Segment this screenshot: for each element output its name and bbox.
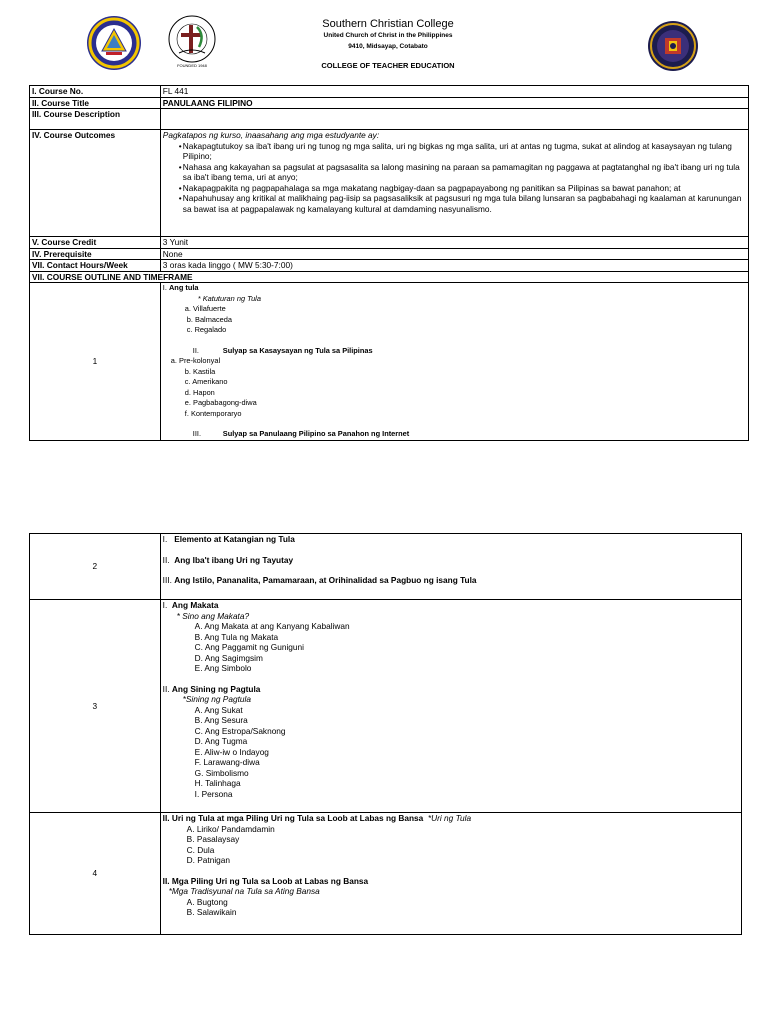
section-title: Ang tula bbox=[168, 283, 199, 292]
school-seal-logo bbox=[86, 15, 142, 71]
course-credit-value: 3 Yunit bbox=[160, 237, 748, 249]
list-item: A. Ang Makata at ang Kanyang Kabaliwan bbox=[194, 621, 350, 631]
contact-hours-value: 3 oras kada linggo ( MW 5:30-7:00) bbox=[160, 260, 748, 272]
prerequisite-row bbox=[30, 248, 749, 260]
course-credit-label: V. Course Credit bbox=[30, 237, 161, 249]
course-outcomes-cell bbox=[160, 130, 748, 237]
list-item: D. Ang Sagimgsim bbox=[194, 652, 263, 663]
course-info-table bbox=[29, 85, 749, 441]
list-item: A. Bugtong bbox=[186, 896, 228, 907]
week-number: 3 bbox=[30, 600, 161, 813]
outcomes-list bbox=[163, 141, 746, 215]
list-item: d. Hapon bbox=[184, 387, 215, 397]
course-title-value: PANULAANG FILIPINO bbox=[160, 97, 748, 109]
section-heading bbox=[163, 346, 746, 357]
topic-prefix: I. bbox=[162, 534, 168, 544]
list-item: b. Kastila bbox=[184, 366, 216, 376]
section-subtitle: *Uri ng Tula bbox=[427, 813, 472, 823]
college-name: Southern Christian College bbox=[322, 18, 454, 30]
course-description-row bbox=[30, 109, 749, 130]
course-description-value bbox=[160, 109, 748, 130]
list-item: C. Ang Estropa/Saknong bbox=[194, 725, 286, 736]
section-title: Sulyap sa Panulaang Pilipino sa Panahon ng Internet bbox=[222, 429, 410, 438]
week-1-content bbox=[160, 283, 748, 441]
list-item: A. Ang Sukat bbox=[194, 704, 243, 715]
list-item: c. Regalado bbox=[186, 325, 227, 334]
section-subtitle: *Mga Tradisyunal na Tula sa Ating Bansa bbox=[168, 886, 320, 896]
section-heading bbox=[163, 684, 739, 695]
list-item: I. Persona bbox=[194, 788, 233, 799]
course-outcomes-label: IV. Course Outcomes bbox=[30, 130, 161, 237]
list-item: B. Pasalaysay bbox=[186, 834, 240, 844]
section-title: Ang Makata bbox=[171, 600, 219, 610]
list-item: B. Ang Tula ng Makata bbox=[194, 631, 279, 642]
outcome-item: • Nahasa ang kakayahan sa pagsulat at pagsasalita sa lalong masining na paraan sa pamamagitan ng paggawa at pagtatanghal ng iba't ibang uri ng tula sa iba't ibang tema, uri at anyo; bbox=[165, 162, 746, 183]
list-item: F. Larawang-diwa bbox=[194, 757, 260, 767]
topic-title: Ang Istilo, Pananalita, Pamamaraan, at Orihinalidad sa Pagbuo ng isang Tula bbox=[174, 575, 477, 585]
svg-text:FOUNDED 1948: FOUNDED 1948 bbox=[177, 63, 207, 68]
contact-hours-label: VII. Contact Hours/Week bbox=[30, 260, 161, 272]
course-title-label: II. Course Title bbox=[30, 97, 161, 109]
section-heading bbox=[163, 429, 746, 440]
topic-line bbox=[163, 555, 739, 566]
week-2-content bbox=[160, 534, 741, 600]
topic-line bbox=[163, 534, 739, 545]
spacer bbox=[163, 419, 746, 429]
list-item: D. Ang Tugma bbox=[194, 736, 248, 746]
section-heading bbox=[163, 283, 746, 294]
list-item: C. Dula bbox=[186, 844, 215, 855]
section-prefix: II. bbox=[192, 345, 199, 355]
ucc-church-logo bbox=[167, 13, 217, 69]
topic-line bbox=[163, 575, 739, 586]
week-number: 2 bbox=[30, 534, 161, 600]
department-name: COLLEGE OF TEACHER EDUCATION bbox=[321, 61, 455, 70]
week-1-row bbox=[30, 283, 749, 441]
section-prefix: I. bbox=[162, 600, 168, 610]
course-outcomes-row bbox=[30, 130, 749, 237]
section-heading bbox=[163, 600, 739, 611]
list-item: B. Salawikain bbox=[186, 907, 237, 917]
section-prefix: I. bbox=[162, 283, 167, 292]
outline-header: VII. COURSE OUTLINE AND TIMEFRAME bbox=[30, 271, 749, 283]
course-description-label: III. Course Description bbox=[30, 109, 161, 130]
section-prefix: II. bbox=[162, 683, 170, 694]
course-no-value: FL 441 bbox=[160, 86, 748, 98]
course-credit-row bbox=[30, 237, 749, 249]
outcome-item: • Napahuhusay ang kritikal at malikhaing pag-iisip sa pagsasaliksik at pagsusuri ng mga tula bilang lunsaran sa pagbabahagi ng kaalaman at karunungan sa bawat isa at pagpapalawak ng kamalayang kultural at damdaming nasyunalismo. bbox=[165, 193, 746, 214]
outcomes-intro: Pagkatapos ng kurso, inaasahang ang mga estudyante ay: bbox=[162, 130, 380, 140]
spacer bbox=[163, 545, 739, 555]
week-3-row bbox=[30, 600, 742, 813]
section-heading bbox=[163, 813, 739, 824]
course-title-row bbox=[30, 97, 749, 109]
section-prefix: III. bbox=[192, 429, 202, 438]
prerequisite-value: None bbox=[160, 248, 748, 260]
week-4-content bbox=[160, 813, 741, 935]
week-2-row bbox=[30, 534, 742, 600]
week-number: 4 bbox=[30, 813, 161, 935]
section-subtitle: *Sining ng Pagtula bbox=[182, 694, 251, 704]
course-outline-table bbox=[29, 533, 742, 935]
contact-hours-row bbox=[30, 260, 749, 272]
section-title: Sulyap sa Kasaysayan ng Tula sa Pilipinas bbox=[222, 345, 373, 355]
section-subtitle: * Katuturan ng Tula bbox=[197, 293, 261, 303]
spacer bbox=[163, 674, 739, 684]
spacer bbox=[163, 336, 746, 346]
outcome-item: • Nakapagtutukoy sa iba't ibang uri ng tunog ng mga salita, uri ng bigkas ng mga salita, uri at antas ng tugma, sukat at alindog at kasaysayan ng tulang Pilipino; bbox=[165, 141, 746, 162]
prerequisite-label: IV. Prerequisite bbox=[30, 248, 161, 260]
list-item: H. Talinhaga bbox=[194, 778, 241, 788]
week-3-content bbox=[160, 600, 741, 813]
list-item: G. Simbolismo bbox=[194, 767, 249, 778]
list-item: a. Pre-kolonyal bbox=[170, 356, 221, 365]
list-item: c. Amerikano bbox=[184, 377, 228, 386]
course-no-row bbox=[30, 86, 749, 98]
section-title: II. Mga Piling Uri ng Tula sa Loob at Labas ng Bansa bbox=[162, 875, 369, 886]
list-item: D. Patnigan bbox=[186, 855, 231, 865]
list-item: E. Ang Simbolo bbox=[194, 663, 252, 673]
topic-prefix: III. bbox=[162, 575, 172, 585]
affiliation: United Church of Christ in the Philippines bbox=[323, 32, 453, 39]
list-item: B. Ang Sesura bbox=[194, 715, 248, 725]
week-4-row bbox=[30, 813, 742, 935]
list-item: a. Villafuerte bbox=[184, 304, 226, 313]
college-department-seal-logo bbox=[647, 20, 699, 72]
list-item: b. Balmaceda bbox=[186, 314, 232, 324]
spacer bbox=[163, 866, 739, 876]
section-subtitle: * Sino ang Makata? bbox=[176, 610, 250, 621]
list-item: C. Ang Paggamit ng Guniguni bbox=[194, 642, 304, 652]
week-number: 1 bbox=[30, 283, 161, 441]
section-title: Ang Sining ng Pagtula bbox=[171, 683, 261, 694]
outline-header-row bbox=[30, 271, 749, 283]
section-title: II. Uri ng Tula at mga Piling Uri ng Tula sa Loob at Labas ng Bansa bbox=[162, 813, 424, 823]
topic-prefix: II. bbox=[162, 554, 170, 565]
topic-title: Elemento at Katangian ng Tula bbox=[174, 534, 295, 544]
address: 9410, Midsayap, Cotabato bbox=[348, 43, 428, 50]
list-item: e. Pagbabagong-diwa bbox=[184, 398, 257, 407]
topic-title: Ang Iba't ibang Uri ng Tayutay bbox=[174, 554, 294, 565]
course-no-label: I. Course No. bbox=[30, 86, 161, 98]
list-item: f. Kontemporaryo bbox=[184, 408, 242, 418]
list-item: A. Liriko/ Pandamdamin bbox=[186, 823, 275, 834]
list-item: E. Aliw-iw o Indayog bbox=[194, 746, 269, 757]
outcome-item: • Nakapagpakita ng pagpapahalaga sa mga makatang nagbigay-daan sa pagpapayabong ng panitikan sa Pilipinas sa bawat panahon; at bbox=[165, 183, 746, 194]
spacer bbox=[163, 565, 739, 575]
